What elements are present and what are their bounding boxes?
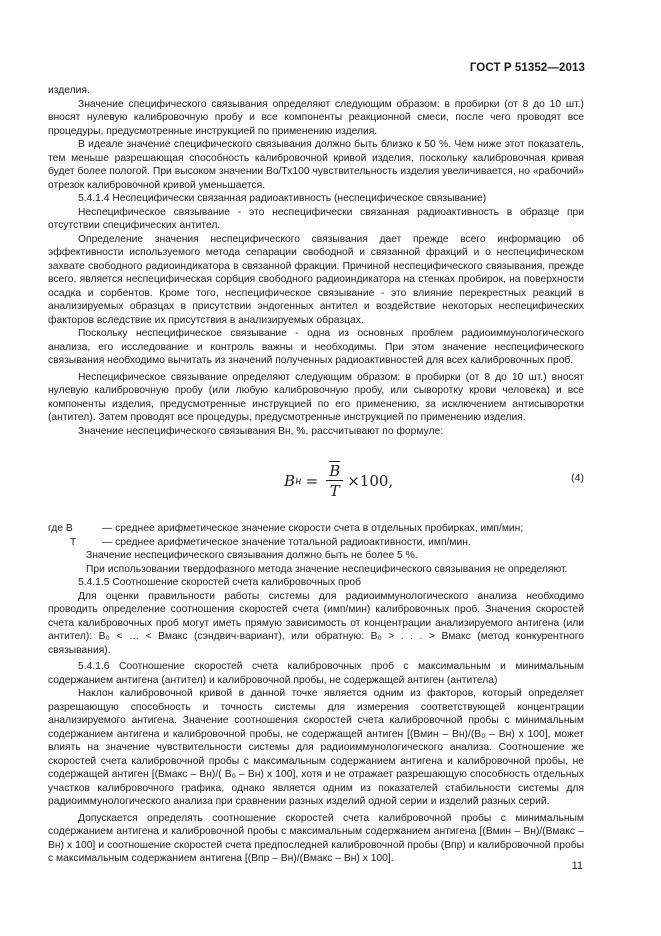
paragraph: Поскольку неспецифическое связывание - одна из основных проблем радиоиммунологического анализа, его исследование и контроль важны и необходимы. При этом значение неспецифического связывания необходимо вычитать из значений полученных радиоактивностей для всех калибровочных проб. [48, 328, 584, 366]
where-item [48, 536, 584, 550]
where-symbol: T [70, 536, 77, 548]
where-definition: — среднее арифметическое значение тотальной радиоактивности, имп/мин. [102, 536, 471, 548]
section-heading-5-4-1-6: 5.4.1.6 Соотношение скоростей счета калибровочных проб с максимальным и минимальным содержанием антигена (антител) и калибровочной пробы, не содержащей антиген (антитела) [48, 661, 584, 686]
formula-lhs-subscript: н [295, 475, 302, 487]
paragraph: Наклон калибровочной кривой в данной точке является одним из факторов, который определяет разрешающую способность и точность системы для измерения соответствующей концентрации анализируемого антигена. Значение соотношения скоростей счета калибровочной пробы с минимальным содержанием антигена и калибровочной пробы, не содержащей антиген [(Вмин – Вн)/(В₀ – Вн) х 100], может влиять на значение чувствительности системы для радиоиммунологического анализа. Соотношение же скоростей счета калибровочной пробы с максимальным содержанием антигена и калибровочной пробы, не содержащей антиген [(Вмакс – Вн)/( В₀ – Вн) х 100], хотя и не отражает разрешающую способность отдельных участков калибровочного графика, однако является одним из показателей стабильности системы для радиоиммунологического анализа при сравнении разных изделий одной серии и изделий разных серий. [48, 688, 584, 807]
paragraph: В идеале значение специфического связывания должно быть близко к 50 %. Чем ниже этот показатель, тем меньше разрешающая способность калибровочной кривой изделия, поскольку калибровочная кривая будет более пологой. При высоком значении Во/Тх100 чувствительность изделия увеличивается, но «рабочий» отрезок калибровочной кривой уменьшается. [48, 139, 584, 191]
paragraph: Для оценки правильности работы системы для радиоиммунологического анализа необходимо проводить определение соотношения скоростей счета (имп/мин) калибровочных проб. Значения скоростей счета калибровочных проб могут иметь прямую зависимость от концентрации анализируемого антигена (или антител): В₀ < … < Вмакс (сэндвич-вариант), или обратную: В₀ > . . . > Вмакс (метод конкурентного связывания). [48, 590, 584, 656]
where-symbol: где B [48, 523, 73, 534]
paragraph: Неспецифическое связывание определяют следующим образом: в пробирки (от 8 до 10 шт.) вносят нулевую калибровочную пробу (или любую калибровочную пробу, или сыворотку крови человека) и все компоненты изделия, предусмотренные инструкцией по его применению, за исключением антисыворотки (антител). Затем проводят все процедуры, предусмотренные инструкцией по применению изделия. [48, 371, 584, 423]
formula-expression [284, 462, 393, 501]
paragraph: изделия. [48, 85, 90, 96]
formula-tail: ×100, [347, 471, 394, 490]
formula-number: (4) [571, 472, 584, 484]
formula-numerator: $\overline{B}$ [326, 462, 343, 481]
document-body [48, 84, 584, 866]
section-heading-5-4-1-5: 5.4.1.5 Соотношение скоростей счета калибровочных проб [78, 577, 361, 588]
paragraph: Определение значения неспецифического связывания дает прежде всего информацию об эффективности используемого метода сепарации свободной и связанной фракций и о неспецифическом захвате свободного радиоиндикатора в связанной фракции. Причиной неспецифического связывания, прежде всего, является неспецифическая сорбция свободного радиоиндикатора на стенках пробирок, на поверхности осадка и сорбентов. Кроме того, неспецифическое связывание - это влияние перекрестных реакций в анализируемых образцах в присутствии эндогенных антител и воздействие некоторых неспецифических факторов вследствие их присутствия в анализируемых образцах. [48, 233, 584, 326]
formula-fraction [326, 462, 343, 501]
where-definition: — среднее арифметическое значение скорости счета в отдельных пробирках, имп/мин; [102, 523, 524, 534]
paragraph: Значение специфического связывания определяют следующим образом: в пробирки (от 8 до 10 шт.) вносят нулевую калибровочную пробу и все компоненты реакционной смеси, после чего проводят все процедуры, предусмотренные инструкцией по применению изделия. [48, 98, 584, 137]
paragraph: Значение неспецифического связывания должно быть не более 5 %. [86, 550, 418, 561]
standard-header: ГОСТ Р 51352—2013 [469, 62, 585, 74]
where-item [48, 522, 584, 536]
paragraph: При использовании твердофазного метода значение неспецифического связывания не определяют. [86, 563, 568, 575]
paragraph: Допускается определять соотношение скоростей счета калибровочной пробы с минимальным содержанием антигена и калибровочной пробы с максимальным содержанием антигена [(Вмин – Вн)/(Вмакс – Вн) х 100] и соотношение скоростей счета предпоследней калибровочной пробы (Впр) и калибровочной пробы с максимальным содержанием антигена [(Впр – Вн)/(Вмакс – Вн) х 100]. [48, 812, 584, 864]
formula-equals: = [305, 471, 319, 490]
section-heading-5-4-1-4: 5.4.1.4 Неспецифически связанная радиоактивность (неспецифическое связывание) [78, 193, 487, 204]
formula-denominator: T [329, 482, 340, 500]
paragraph: Значение неспецифического связывания Вн, %, рассчитывают по формуле: [78, 425, 444, 437]
formula-lhs: B [284, 471, 296, 490]
paragraph: Неспецифическое связывание - это неспецифически связанная радиоактивность в образце при отсутствии специфических антител. [48, 206, 584, 231]
formula-4 [48, 446, 584, 522]
page-number: 11 [571, 860, 583, 872]
